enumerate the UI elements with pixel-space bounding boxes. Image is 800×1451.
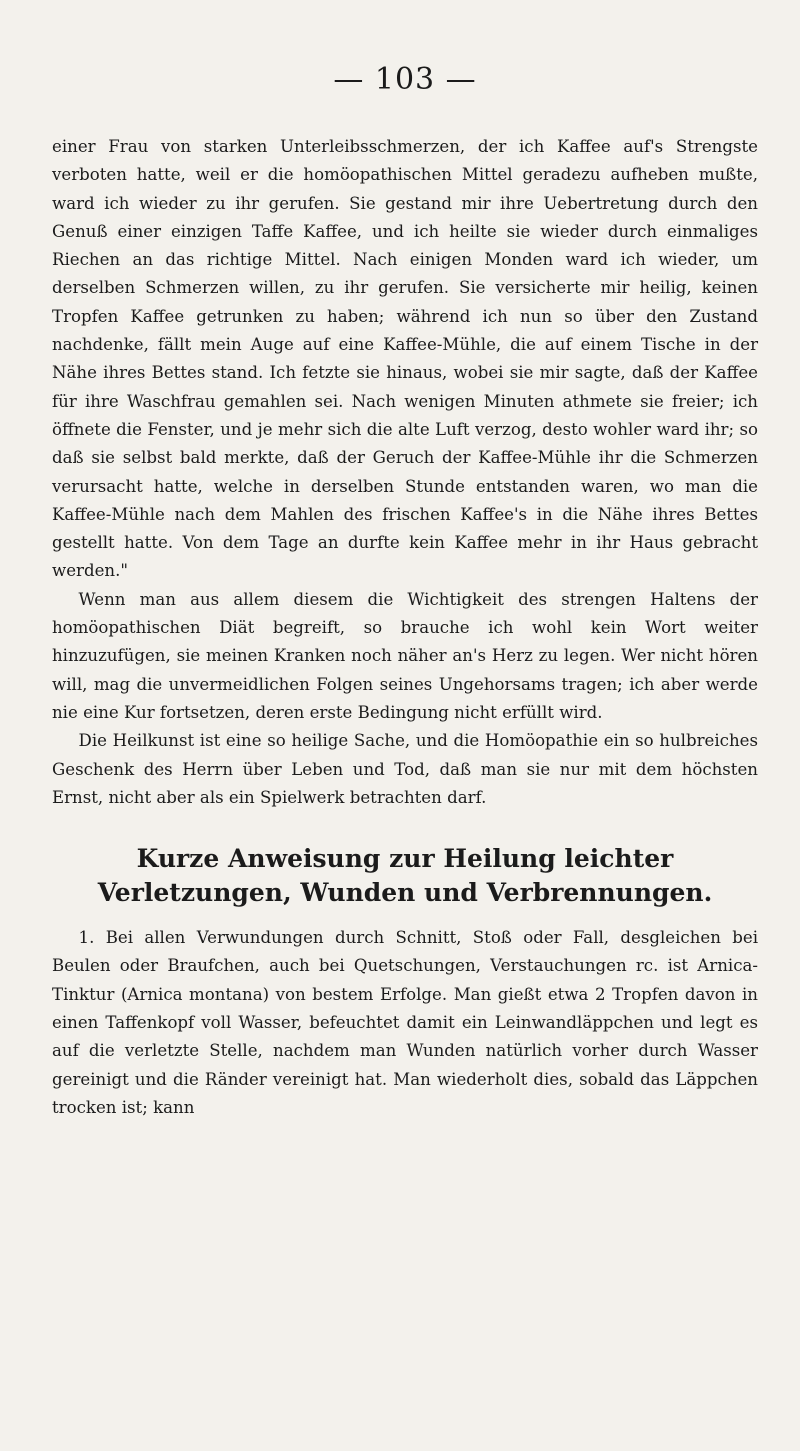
paragraph: Die Heilkunst ist eine so heilige Sache, und die Homöopathie ein so hulbreiches Geschenk des Herrn über Leben und Tod, daß man sie nur mit dem höchsten Ernst, nicht aber als ein Spielwerk betrachten darf. [52, 731, 758, 807]
body-text [52, 133, 758, 812]
paragraph: einer Frau von starken Unterleibsschmerzen, der ich Kaffee auf's Strengste verboten hatte, weil er die homöopathischen Mittel geradezu aufheben mußte, ward ich wieder zu ihr gerufen. Sie gestand mir ihre Uebertretung durch den Genuß einer einzigen Taffe Kaffee, und ich heilte sie wieder durch einmaliges Riechen an das richtige Mittel. Nach einigen Monden ward ich wieder, um derselben Schmerzen willen, zu ihr gerufen. Sie versicherte mir heilig, keinen Tropfen Kaffee getrunken zu haben; während ich nun so über den Zustand nachdenke, fällt mein Auge auf eine Kaffee-Mühle, die auf einem Tische in der Nähe ihres Bettes stand. Ich fetzte sie hinaus, wobei sie mir sagte, daß der Kaffee für ihre Waschfrau gemahlen sei. Nach wenigen Minuten athmete sie freier; ich öffnete die Fenster, und je mehr sich die alte Luft verzog, desto wohler ward ihr; so daß sie selbst bald merkte, daß der Geruch der Kaffee-Mühle ihr die Schmerzen verursacht hatte, welche in derselben Stunde entstanden waren, wo man die Kaffee-Mühle nach dem Mahlen des frischen Kaffee's in die Nähe ihres Bettes gestellt hatte. Von dem Tage an durfte kein Kaffee mehr in ihr Haus gebracht werden." [52, 137, 758, 581]
section-heading: Kurze Anweisung zur Heilung leichter Verletzungen, Wunden und Verbrennungen. [97, 844, 713, 908]
page-number: — 103 — [333, 62, 477, 97]
paragraph: Wenn man aus allem diesem die Wichtigkeit des strengen Haltens der homöopathischen Diät begreift, so brauche ich wohl kein Wort weiter hinzuzufügen, sie meinen Kranken noch näher an's Herz zu legen. Wer nicht hören will, mag die unvermeidlichen Folgen seines Ungehorsams tragen; ich aber werde nie eine Kur fortsetzen, deren erste Bedingung nicht erfüllt wird. [52, 589, 758, 722]
numbered-item: 1. Bei allen Verwundungen durch Schnitt, Stoß oder Fall, desgleichen bei Beulen oder Braufchen, auch bei Quetschungen, Verstauchungen rc. ist Arnica-Tinktur (Arnica montana) von bestem Erfolge. Man gießt etwa 2 Tropfen davon in einen Taffenkopf voll Wasser, befeuchtet damit ein Leinwandläppchen und legt es auf die verletzte Stelle, nachdem man Wunden natürlich vorher durch Wasser gereinigt und die Ränder vereinigt hat. Man wiederholt dies, sobald das Läppchen trocken ist; kann [52, 928, 758, 1117]
